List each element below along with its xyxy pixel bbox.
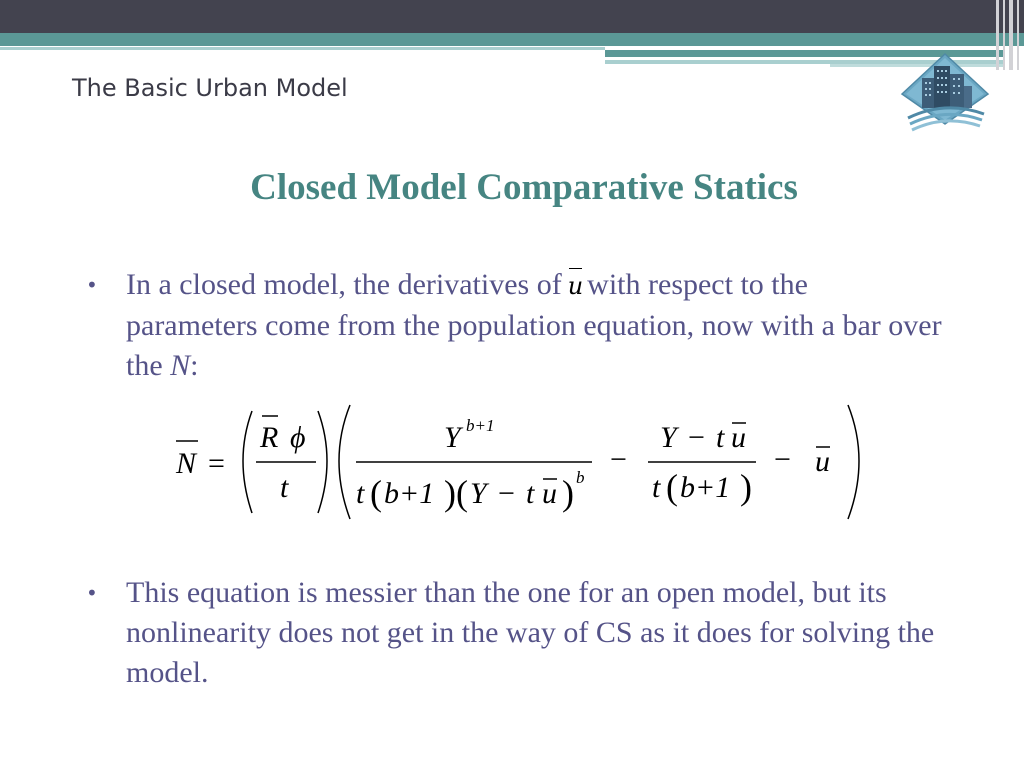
equation-exponent: b+1 (466, 416, 495, 435)
bullet-item (86, 265, 946, 386)
equation-b-plus-1: b+1 (384, 477, 435, 510)
equation-t: t (652, 471, 661, 504)
city-buildings-logo-icon (900, 52, 990, 136)
equation-paren: ( (456, 473, 468, 513)
equation-t: t (356, 477, 365, 510)
bullet-text: : (190, 349, 199, 382)
equation-exponent: b (576, 468, 585, 487)
header-teal-bar (0, 33, 1024, 46)
bullet-marker: • (86, 581, 98, 605)
bullet-item (86, 573, 946, 693)
equation-equals: = (208, 447, 225, 480)
equation-u: u (815, 445, 830, 478)
equation-minus: − (610, 443, 627, 476)
equation-y: Y (660, 421, 677, 454)
equation-r: R (260, 421, 279, 454)
n-variable: N (170, 349, 191, 382)
equation-minus: − (688, 421, 705, 454)
equation-paren: ( (370, 473, 382, 513)
header-title: The Basic Urban Model (72, 74, 348, 102)
header-vertical-stripes (994, 0, 1024, 70)
equation-t: t (526, 477, 535, 510)
header-accent-line (0, 47, 605, 50)
equation-paren: ) (740, 467, 752, 507)
equation-phi: ϕ (290, 421, 306, 454)
equation-t: t (716, 421, 725, 454)
population-equation (160, 395, 880, 525)
equation-lhs: N (176, 447, 197, 480)
equation-b-plus-1: b+1 (680, 471, 731, 504)
equation-t: t (280, 471, 289, 504)
equation-minus: − (774, 443, 791, 476)
equation-y: Y (444, 421, 461, 454)
equation-paren: ) (444, 473, 456, 513)
bullet-text: with respect to the parameters come from the population equation, now with a bar over the (126, 268, 942, 382)
equation-u: u (731, 421, 746, 454)
bullet-text: This equation is messier than the one for an open model, but its nonlinearity does not get in the way of CS as it does for solving the model. (126, 576, 935, 689)
equation-u: u (542, 477, 557, 510)
u-bar-variable: u (568, 266, 583, 306)
slide-title: Closed Model Comparative Statics (250, 167, 798, 208)
header-dark-bar (0, 0, 1024, 33)
equation-y: Y (470, 477, 487, 510)
equation-paren: ( (666, 467, 678, 507)
equation-paren: ) (562, 473, 574, 513)
bullet-marker: • (86, 273, 98, 297)
equation-minus: − (498, 477, 515, 510)
bullet-text: In a closed model, the derivatives of (126, 268, 562, 301)
